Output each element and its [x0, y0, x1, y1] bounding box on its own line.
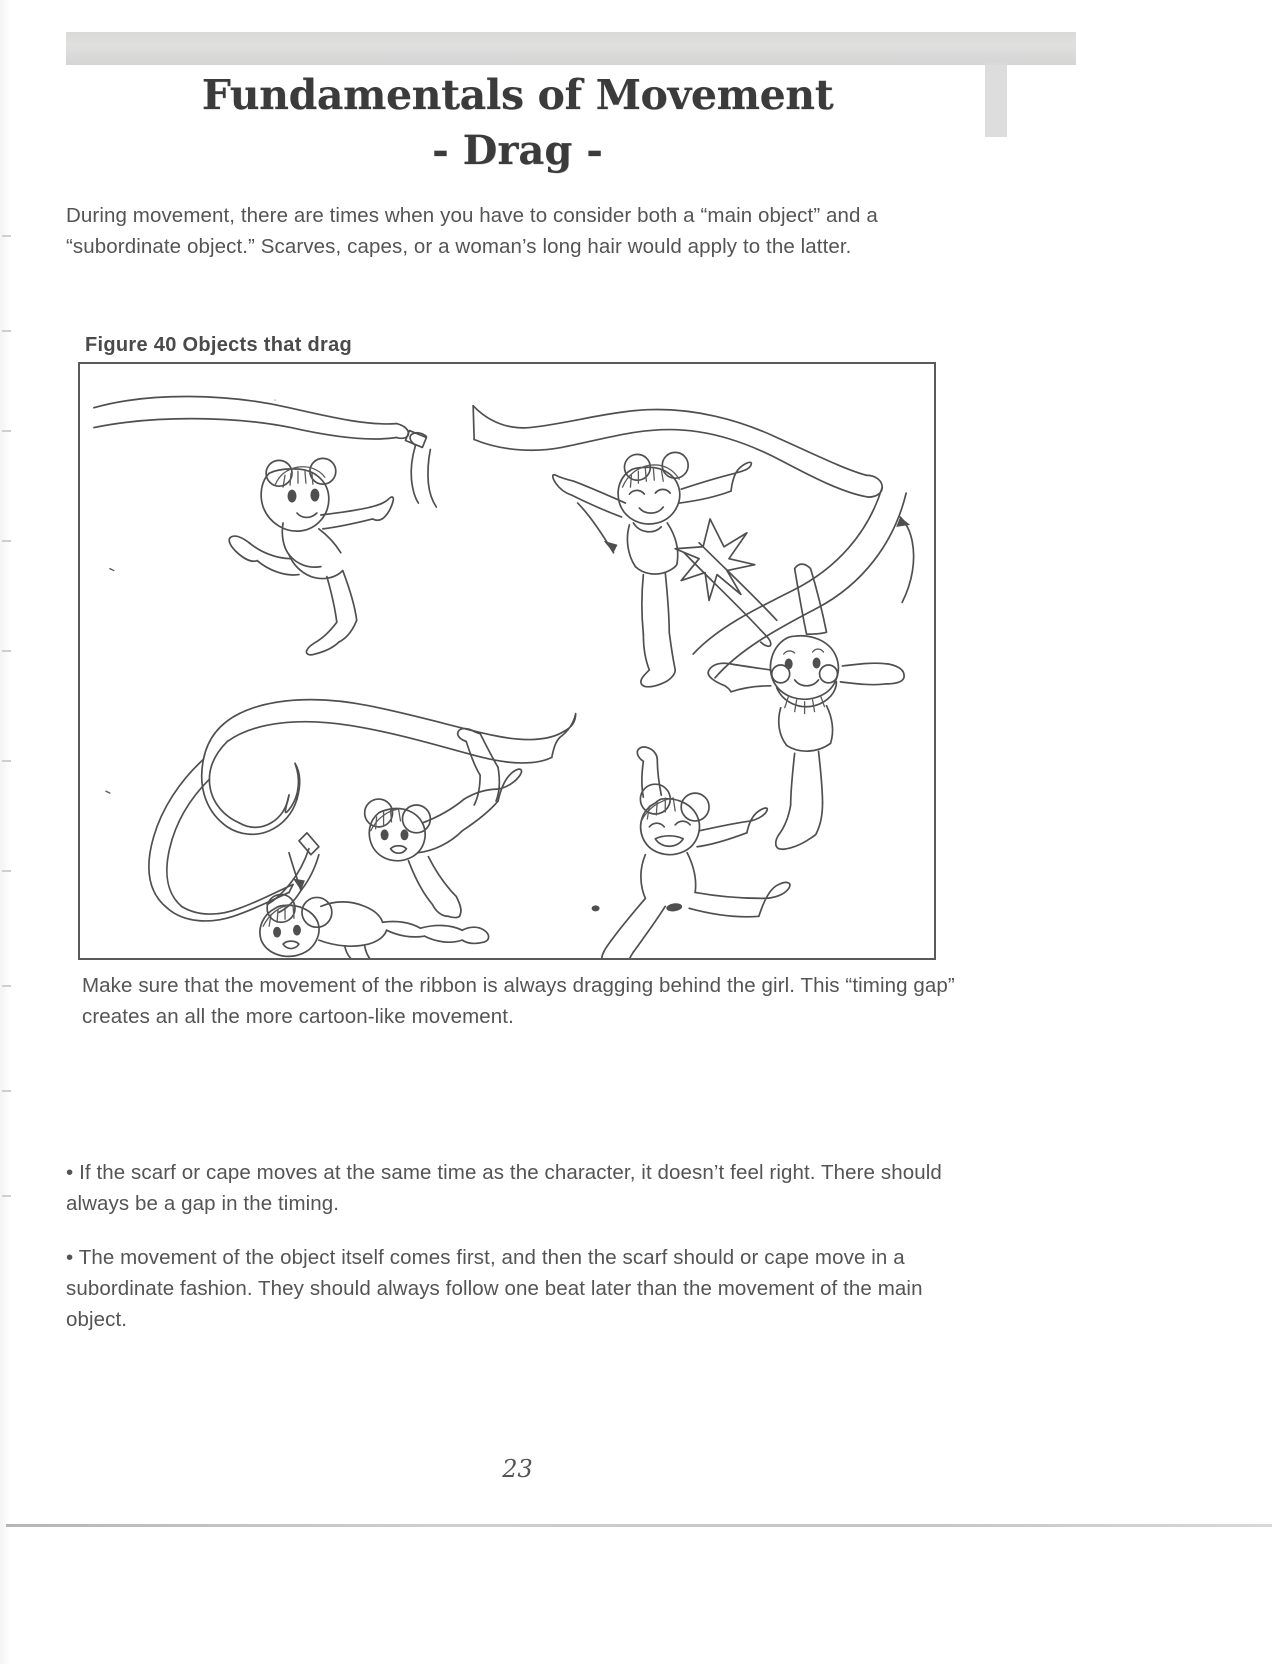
- ribbon-bottom-left: [149, 700, 576, 921]
- bullet-item-1: • If the scarf or cape moves at the same time as the character, it doesn’t feel right. There should always be a gap in the timing.: [66, 1161, 942, 1215]
- title-block: [0, 72, 1035, 175]
- motion-arrow-1: [578, 503, 618, 553]
- figure-illustration-frame: [78, 362, 936, 960]
- figure-gymnast-4: [365, 729, 522, 918]
- bullet-item-2: • The movement of the object itself comes first, and then the scarf should or cape move in a subordinate fashion. They should always follow one beat later than the movement of the main object.: [66, 1246, 923, 1331]
- figure-caption: Make sure that the movement of the ribbon is always dragging behind the girl. This “timing gap” creates an all the more cartoon-like movement.: [82, 974, 955, 1028]
- page-number: 23: [502, 1455, 533, 1483]
- page-subtitle: - Drag -: [432, 127, 603, 175]
- line-art-gymnasts-with-ribbons: [80, 364, 934, 958]
- page-title: Fundamentals of Movement: [201, 71, 834, 119]
- ribbon-right-descending: [693, 487, 906, 678]
- figure-gymnast-2: [553, 452, 752, 686]
- baton-bottom-left: [299, 833, 319, 855]
- figure-label: Figure 40 Objects that drag: [85, 334, 353, 356]
- motion-arrow-right-curve: [896, 517, 913, 602]
- intro-paragraph: During movement, there are times when you have to consider both a “main object” and a “subordinate object.” Scarves, capes, or a woman’s long hair would apply to the latter.: [66, 204, 878, 258]
- figure-gymnast-3: [260, 849, 489, 958]
- stray-marks: [106, 569, 114, 793]
- figure-gymnast-5: [602, 747, 790, 958]
- ribbon-top-left: [94, 397, 409, 440]
